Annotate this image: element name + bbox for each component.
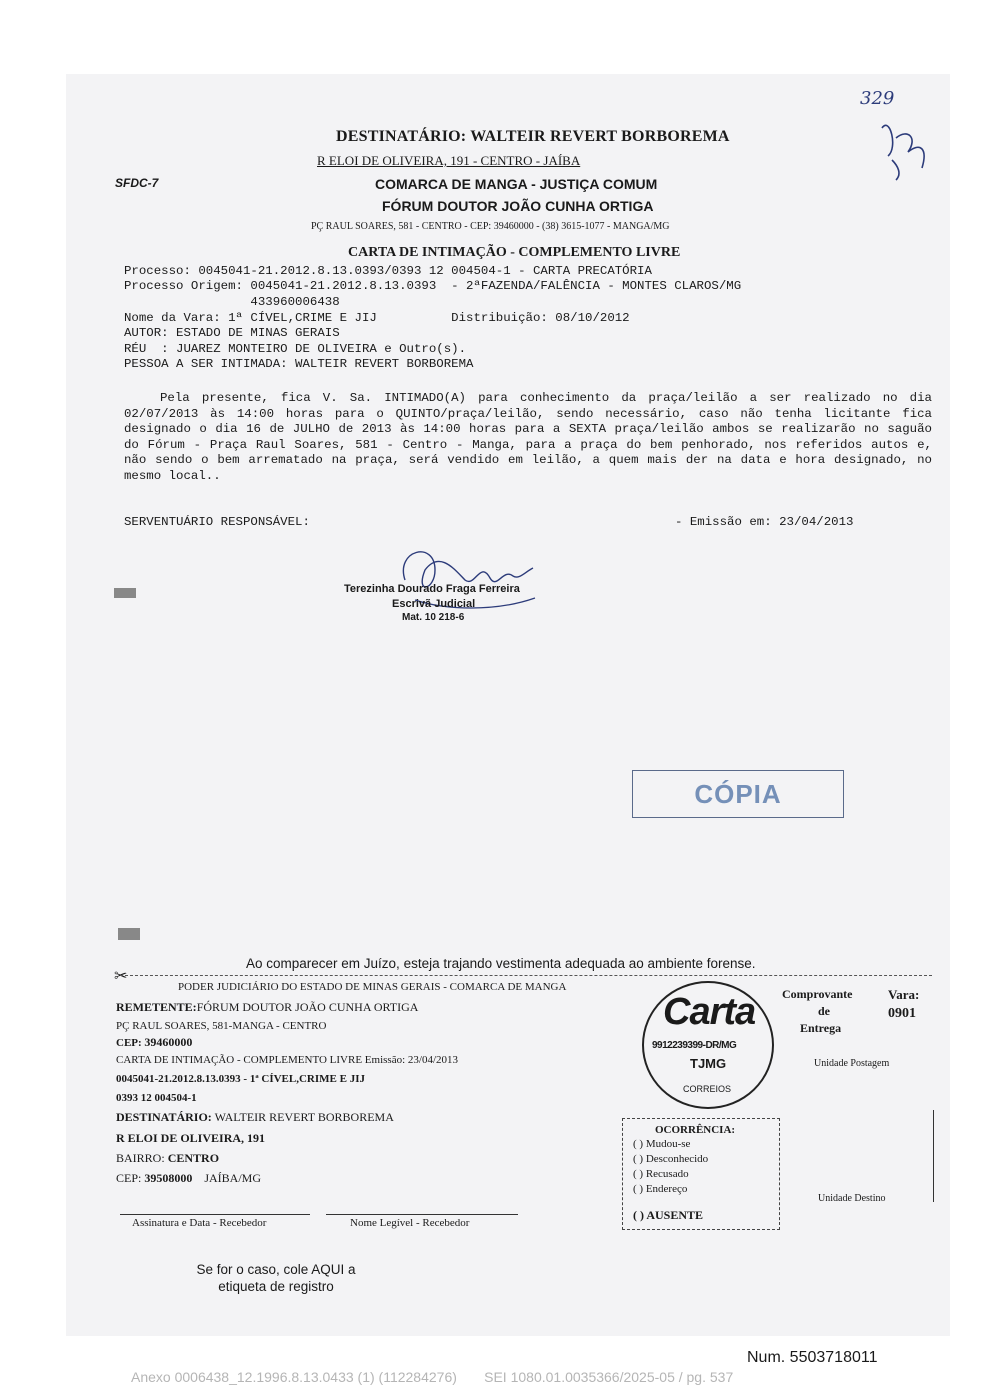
destinatario-label: DESTINATÁRIO: <box>116 1110 212 1124</box>
scissors-icon: ✂ <box>114 968 128 985</box>
destinatario-value: WALTEIR REVERT BORBOREMA <box>214 1110 394 1124</box>
handwritten-page-mark: 329 <box>860 88 895 109</box>
forum-address: PÇ RAUL SOARES, 581 - CENTRO - CEP: 39460000 - (38) 3615-1077 - MANGA/MG <box>311 221 670 232</box>
dest-city: JAÍBA/MG <box>204 1171 262 1185</box>
vara-label: Vara: <box>888 987 920 1002</box>
dest-cep-label: CEP: <box>116 1171 142 1185</box>
reu-line: RÉU : JUAREZ MONTEIRO DE OLIVEIRA e Outro(s). <box>124 342 467 356</box>
emissao-date: - Emissão em: 23/04/2013 <box>675 515 854 529</box>
remetente-label: REMETENTE: <box>116 1000 197 1014</box>
processo-origem-line: Processo Origem: 0045041-21.2012.8.13.0393 - 2ªFAZENDA/FALÊNCIA - MONTES CLAROS/MG <box>124 279 742 293</box>
carta-title: CARTA DE INTIMAÇÃO - COMPLEMENTO LIVRE <box>348 245 681 260</box>
punch-hole-mark <box>118 928 140 940</box>
carta-line: CARTA DE INTIMAÇÃO - COMPLEMENTO LIVRE Emissão: 23/04/2013 <box>116 1054 458 1066</box>
ocorrencia-title: OCORRÊNCIA: <box>655 1124 736 1136</box>
destinatario-address: R ELOI DE OLIVEIRA, 191 - CENTRO - JAÍBA <box>317 153 581 168</box>
signatory-name: Terezinha Dourado Fraga Ferreira <box>344 583 520 595</box>
etiqueta-instruction: Se for o caso, cole AQUI a etiqueta de registro <box>196 1262 356 1294</box>
vara-value: 0901 <box>888 1006 916 1021</box>
comarca-title: COMARCA DE MANGA - JUSTIÇA COMUM <box>375 176 658 192</box>
processo-line: Processo: 0045041-21.2012.8.13.0393/0393 12 004504-1 - CARTA PRECATÓRIA <box>124 264 652 278</box>
forum-title: FÓRUM DOUTOR JOÃO CUNHA ORTIGA <box>382 198 654 214</box>
unidade-postagem-label: Unidade Postagem <box>814 1058 890 1069</box>
form-code: SFDC-7 <box>115 176 159 190</box>
ocorrencia-item: ( ) Mudou-se <box>633 1138 691 1150</box>
ocorrencia-item: ( ) Endereço <box>633 1183 688 1195</box>
cep-label: CEP: <box>116 1037 142 1049</box>
comprovante-title-1: Comprovante <box>782 987 853 1001</box>
vara-line: Nome da Vara: 1ª CÍVEL,CRIME E JIJ Distribuição: 08/10/2012 <box>124 311 630 325</box>
forense-notice: Ao comparecer em Juízo, esteja trajando vestimenta adequada ao ambiente forense. <box>246 956 756 971</box>
serventuario-label: SERVENTUÁRIO RESPONSÁVEL: <box>124 515 310 529</box>
unidade-destino-bracket <box>933 1110 934 1202</box>
carta-stamp-text: Carta <box>663 991 756 1033</box>
intimacao-paragraph: Pela presente, fica V. Sa. INTIMADO(A) para conhecimento da praça/leilão a ser realizado no dia 02/07/2013 às 14:00 horas para o QUINTO/praça/leilão, sendo necessário, caso não tenha licitante fica designado o dia 16 de JULHO de 2013 às 14:00 horas para a SEXTA praça/leilão ambos se realizarão no saguão do Fórum - Praça Raul Soares, 581 - Centro - Manga, para a praça do bem penhorado, nos referidos autos e, não sendo o bem arrematado na praça, será vendido em leilão, a quem mais der na data e hora designado, no mesmo local.. <box>124 391 932 483</box>
destinatario-title: DESTINATÁRIO: WALTEIR REVERT BORBOREMA <box>336 128 730 145</box>
nome-line <box>326 1214 518 1215</box>
cut-line <box>120 975 932 976</box>
assinatura-label: Assinatura e Data - Recebedor <box>132 1217 267 1229</box>
processo-origem-number: 433960006438 <box>124 295 340 309</box>
signatory-registration: Mat. 10 218-6 <box>402 612 465 623</box>
copia-stamp: CÓPIA <box>632 770 844 818</box>
remetente-address: PÇ RAUL SOARES, 581-MANGA - CENTRO <box>116 1020 327 1032</box>
ocorrencia-item: ( ) Desconhecido <box>633 1153 709 1165</box>
unidade-destino-label: Unidade Destino <box>818 1193 886 1204</box>
pessoa-intimada-line: PESSOA A SER INTIMADA: WALTEIR REVERT BORBOREMA <box>124 357 474 371</box>
comprovante-title-3: Entrega <box>800 1021 842 1035</box>
processo-number: 0393 12 004504-1 <box>116 1092 197 1104</box>
remetente-value: FÓRUM DOUTOR JOÃO CUNHA ORTIGA <box>196 1000 419 1014</box>
ocorrencia-item: ( ) Recusado <box>633 1168 689 1180</box>
processo-vara-line: 0045041-21.2012.8.13.0393 - 1ª CÍVEL,CRIME E JIJ <box>116 1073 365 1085</box>
comprovante-title-2: de <box>818 1004 830 1018</box>
poder-judiciario: PODER JUDICIÁRIO DO ESTADO DE MINAS GERAIS - COMARCA DE MANGA <box>178 981 567 993</box>
assinatura-line <box>120 1214 310 1215</box>
nome-legivel-label: Nome Legível - Recebedor <box>350 1217 470 1229</box>
carta-stamp-tjmg: TJMG <box>690 1056 727 1071</box>
dest-cep-value: 39508000 <box>144 1171 193 1185</box>
ocorrencia-ausente: ( ) AUSENTE <box>633 1208 704 1222</box>
handwritten-initials <box>868 108 938 188</box>
destinatario-street: R ELOI DE OLIVEIRA, 191 <box>116 1131 266 1145</box>
annex-footer: Anexo 0006438_12.1996.8.13.0433 (1) (112284276) SEI 1080.01.0035366/2025-05 / pg. 537 <box>131 1369 734 1385</box>
document-number: Num. 5503718011 <box>747 1349 878 1366</box>
carta-stamp-code: 9912239399-DR/MG <box>652 1040 737 1051</box>
punch-hole-mark <box>114 588 136 598</box>
cep-value: 39460000 <box>144 1035 193 1049</box>
bairro-value: CENTRO <box>167 1151 220 1165</box>
bairro-label: BAIRRO: <box>116 1151 165 1165</box>
carta-stamp-correios: CORREIOS <box>683 1084 732 1094</box>
signatory-title: Escrivã Judicial <box>392 598 476 610</box>
autor-line: AUTOR: ESTADO DE MINAS GERAIS <box>124 326 340 340</box>
intimacao-body <box>124 391 932 484</box>
